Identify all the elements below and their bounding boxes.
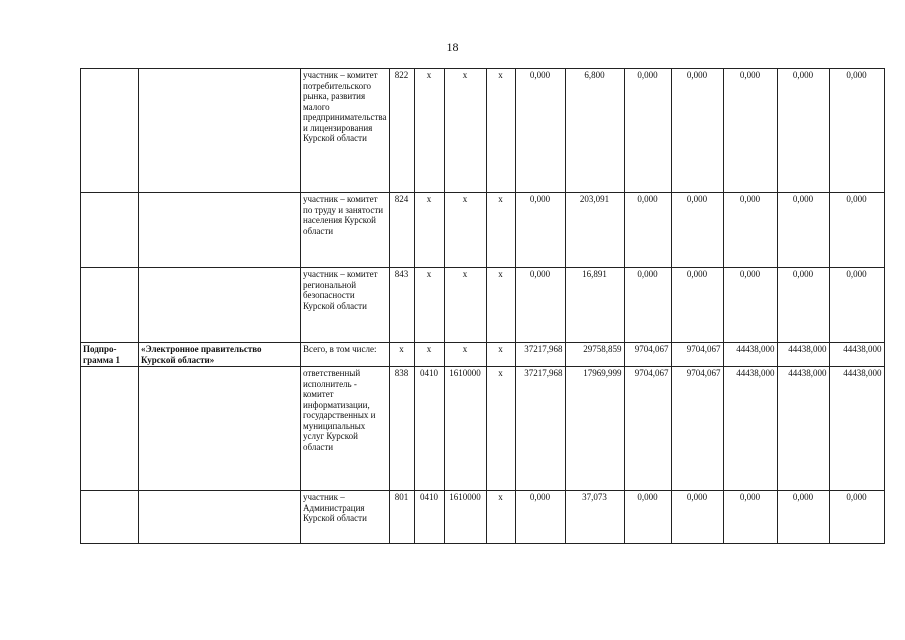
csr-cell: 1610000 (444, 491, 486, 544)
vr-cell: x (486, 343, 515, 367)
value-cell: 37217,968 (515, 367, 565, 491)
name-cell (139, 193, 301, 268)
value-cell: 44438,000 (829, 343, 884, 367)
table-row (81, 343, 885, 367)
value-cell: 44438,000 (723, 367, 777, 491)
value-cell: 37217,968 (515, 343, 565, 367)
value-cell: 29758,859 (565, 343, 624, 367)
value-cell: 0,000 (777, 193, 829, 268)
value-cell: 0,000 (777, 491, 829, 544)
value-cell: 0,000 (829, 268, 884, 343)
value-cell: 0,000 (624, 491, 671, 544)
value-cell: 0,000 (723, 193, 777, 268)
value-cell: 0,000 (624, 268, 671, 343)
value-cell: 44438,000 (777, 343, 829, 367)
value-cell: 0,000 (515, 491, 565, 544)
value-cell: 0,000 (829, 69, 884, 193)
table-row (81, 193, 885, 268)
name-cell (139, 268, 301, 343)
name-cell (139, 367, 301, 491)
rzpr-cell: x (414, 193, 444, 268)
rzpr-cell: 0410 (414, 367, 444, 491)
executor-cell: ответственный исполнитель - комитет информатизации, государственных и муниципальных услуг Курской области (301, 367, 390, 491)
grbs-cell: 843 (389, 268, 414, 343)
grbs-cell: 838 (389, 367, 414, 491)
table-row (81, 367, 885, 491)
value-cell: 44438,000 (829, 367, 884, 491)
value-cell: 0,000 (777, 268, 829, 343)
csr-cell: x (444, 193, 486, 268)
name-cell: «Электронное правительство Курской области» (139, 343, 301, 367)
value-cell: 9704,067 (624, 343, 671, 367)
value-cell: 0,000 (671, 193, 723, 268)
value-cell: 0,000 (671, 69, 723, 193)
rzpr-cell: x (414, 343, 444, 367)
csr-cell: x (444, 69, 486, 193)
value-cell: 9704,067 (671, 367, 723, 491)
executor-cell: участник – комитет по труду и занятости населения Курской области (301, 193, 390, 268)
vr-cell: x (486, 367, 515, 491)
grbs-cell: 824 (389, 193, 414, 268)
value-cell: 0,000 (671, 491, 723, 544)
executor-cell: участник – комитет потребительского рынка, развития малого предпринимательства и лицензирования Курской области (301, 69, 390, 193)
page-number: 18 (446, 40, 459, 54)
rzpr-cell: x (414, 268, 444, 343)
value-cell: 9704,067 (624, 367, 671, 491)
vr-cell: x (486, 491, 515, 544)
value-cell: 44438,000 (723, 343, 777, 367)
value-cell: 0,000 (515, 193, 565, 268)
value-cell: 44438,000 (777, 367, 829, 491)
value-cell: 0,000 (624, 69, 671, 193)
value-cell: 9704,067 (671, 343, 723, 367)
value-cell: 6,800 (565, 69, 624, 193)
grbs-cell: 822 (389, 69, 414, 193)
value-cell: 0,000 (829, 193, 884, 268)
executor-cell: участник – Администрация Курской области (301, 491, 390, 544)
value-cell: 0,000 (723, 491, 777, 544)
budget-table (80, 68, 885, 544)
value-cell: 16,891 (565, 268, 624, 343)
value-cell: 0,000 (624, 193, 671, 268)
csr-cell: 1610000 (444, 367, 486, 491)
vr-cell: x (486, 193, 515, 268)
status-cell (81, 193, 139, 268)
table-row (81, 491, 885, 544)
value-cell: 0,000 (515, 69, 565, 193)
value-cell: 0,000 (671, 268, 723, 343)
value-cell: 37,073 (565, 491, 624, 544)
status-cell (81, 268, 139, 343)
status-cell: Подпро-грамма 1 (81, 343, 139, 367)
table-row (81, 268, 885, 343)
status-cell (81, 69, 139, 193)
status-cell (81, 367, 139, 491)
executor-cell: участник – комитет региональной безопасности Курской области (301, 268, 390, 343)
name-cell (139, 69, 301, 193)
executor-cell: Всего, в том числе: (301, 343, 390, 367)
value-cell: 17969,999 (565, 367, 624, 491)
value-cell: 0,000 (723, 69, 777, 193)
csr-cell: x (444, 268, 486, 343)
value-cell: 0,000 (515, 268, 565, 343)
value-cell: 203,091 (565, 193, 624, 268)
table-row (81, 69, 885, 193)
vr-cell: x (486, 268, 515, 343)
csr-cell: x (444, 343, 486, 367)
rzpr-cell: x (414, 69, 444, 193)
value-cell: 0,000 (829, 491, 884, 544)
grbs-cell: 801 (389, 491, 414, 544)
status-cell (81, 491, 139, 544)
value-cell: 0,000 (777, 69, 829, 193)
value-cell: 0,000 (723, 268, 777, 343)
vr-cell: x (486, 69, 515, 193)
rzpr-cell: 0410 (414, 491, 444, 544)
name-cell (139, 491, 301, 544)
grbs-cell: x (389, 343, 414, 367)
